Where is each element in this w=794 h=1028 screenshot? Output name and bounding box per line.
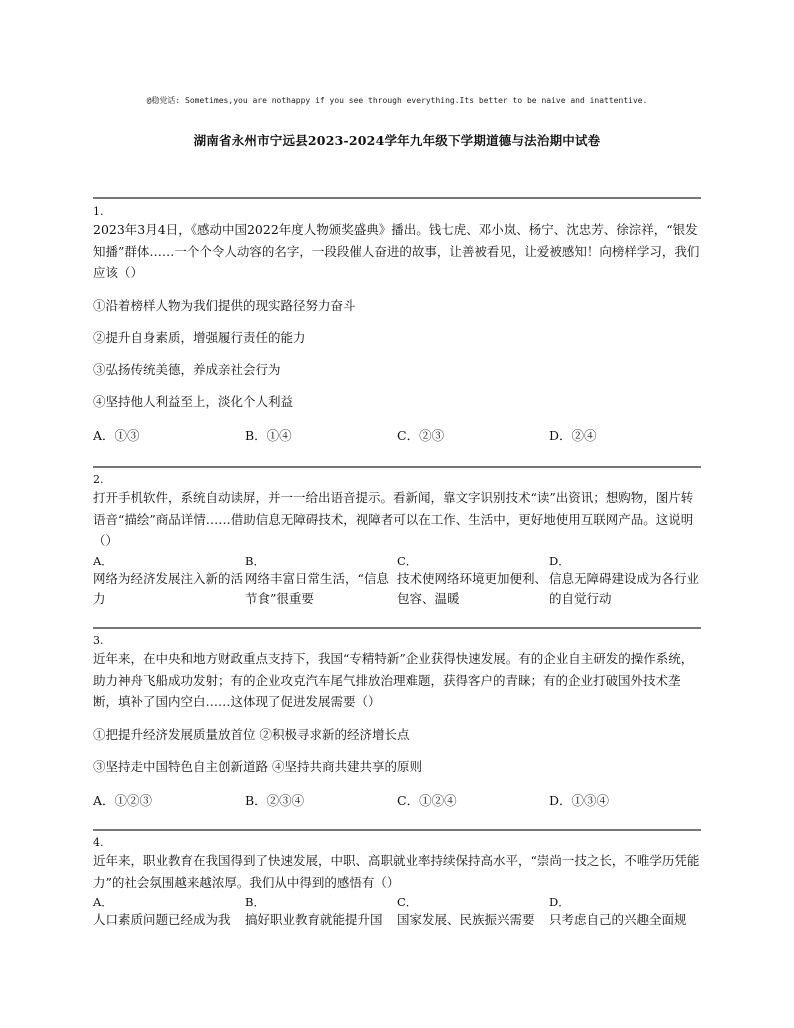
option-d[interactable] (549, 895, 701, 930)
option-a[interactable]: A．①②③ (93, 792, 153, 808)
option-text: 网络为经济发展注入新的活力 (93, 570, 244, 606)
statement: ②提升自身素质，增强履行责任的能力 (93, 329, 306, 345)
question-2 (93, 473, 701, 609)
statement: ③坚持走中国特色自主创新道路 ④坚持共商共建共享的原则 (93, 758, 422, 774)
option-d[interactable] (549, 554, 701, 609)
option-text: 网络丰富日常生活，“信息节食”很重要 (245, 570, 389, 606)
question-stem: 打开手机软件，系统自动读屏，并一一给出语音提示。看新闻，靠文字识别技术“读”出资讯；想购物，图片转语音“描绘”商品详情……借助信息无障碍技术，视障者可以在工作、生活中，更好地使用互联网产品。这说明（） (93, 490, 694, 548)
divider (93, 197, 701, 199)
question-number: 1. (93, 205, 104, 218)
statement: ①把提升经济发展质量放首位 ②积极寻求新的经济增长点 (93, 726, 410, 742)
question-number: 4. (93, 836, 104, 849)
option-c[interactable]: C．①②④ (397, 792, 457, 808)
option-a[interactable]: A．①③ (93, 427, 140, 443)
statement: ④坚持他人利益至上，淡化个人利益 (93, 393, 294, 409)
question-number: 2. (93, 473, 104, 486)
option-letter: B． (245, 553, 265, 568)
option-c[interactable] (397, 554, 549, 609)
option-c[interactable] (397, 895, 549, 930)
option-text: 信息无障碍建设成为各行业的自觉行动 (549, 570, 700, 606)
divider (93, 627, 701, 629)
option-b[interactable]: B．①④ (245, 427, 292, 443)
question-1 (93, 205, 701, 444)
divider (93, 466, 701, 468)
divider (93, 829, 701, 831)
option-letter: D． (549, 553, 570, 568)
question-number: 3. (93, 634, 104, 647)
statement: ③弘扬传统美德，养成亲社会行为 (93, 361, 281, 377)
answer-options (93, 895, 701, 930)
option-a[interactable] (93, 554, 245, 609)
question-3 (93, 634, 701, 809)
question-4 (93, 836, 701, 930)
question-stem: 近年来，职业教育在我国得到了快速发展，中职、高职就业率持续保持高水平，“崇尚一技之长，不唯学历凭能力”的社会氛围越来越浓厚。我们从中得到的感悟有（） (93, 853, 700, 890)
answer-options (93, 791, 701, 809)
option-letter: D． (549, 895, 570, 909)
answer-options (93, 426, 701, 444)
question-stem: 近年来，在中央和地方财政重点支持下，我国“专精特新”企业获得快速发展。有的企业自主研发的操作系统，助力神舟飞船成功发射；有的企业攻克汽车尾气排放治理难题，获得客户的青睐；有的企业打破国外技术垄断，填补了国内空白……这体现了促进发展需要（） (93, 651, 694, 709)
option-letter: A． (93, 895, 113, 909)
option-d[interactable]: D．②④ (549, 427, 597, 443)
option-text: 技术使网络环境更加便利、包容、温暖 (397, 570, 548, 606)
option-b[interactable]: B．②③④ (245, 792, 305, 808)
option-c[interactable]: C．②③ (397, 427, 445, 443)
option-a[interactable] (93, 895, 245, 930)
option-b[interactable] (245, 554, 397, 609)
answer-options (93, 554, 701, 609)
option-letter: C． (397, 895, 418, 909)
option-letter: A． (93, 553, 113, 568)
option-d[interactable]: D．①③④ (549, 792, 610, 808)
option-letter: C． (397, 553, 418, 568)
option-text: 搞好职业教育就能提升国 (245, 912, 383, 927)
option-b[interactable] (245, 895, 397, 930)
question-stem: 2023年3月4日，《感动中国2022年度人物颁奖盛典》播出。钱七虎、邓小岚、杨宁、沈忠芳、徐淙祥，“银发知播”群体……一个个令人动容的名字，一段段催人奋进的故事，让善被看见，让爱被感知！向榜样学习，我们应该（） (93, 222, 700, 280)
option-letter: B． (245, 895, 265, 909)
option-text: 只考虑自己的兴趣全面规 (549, 912, 687, 927)
document-title: 湖南省永州市宁远县2023-2024学年九年级下学期道德与法治期中试卷 (193, 133, 601, 148)
option-text: 国家发展、民族振兴需要 (397, 912, 535, 927)
option-text: 人口素质问题已经成为我 (93, 912, 231, 927)
header-note: @稳党话: Sometimes,you are nothappy if you see through everything.Its better to be naive and inattentive. (146, 96, 648, 105)
statement: ①沿着榜样人物为我们提供的现实路径努力奋斗 (93, 297, 356, 313)
